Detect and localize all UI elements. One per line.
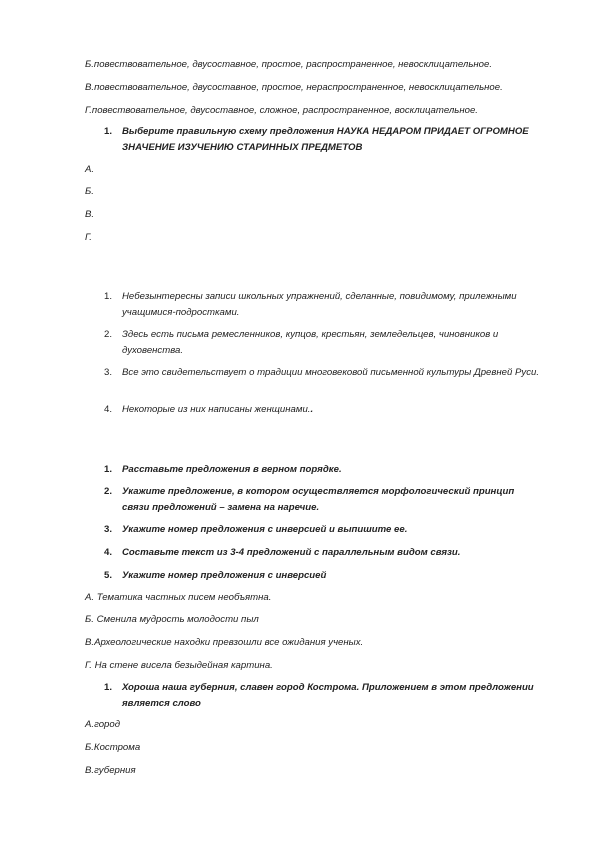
scheme-option-b: Б. xyxy=(85,186,94,197)
sentence-3 xyxy=(104,365,554,399)
answer-option-g: Г.повествовательное, двусоставное, сложное, распространенное, восклицательное. xyxy=(85,105,478,116)
apposition-option-a: А.город xyxy=(85,719,120,730)
apposition-option-v: В.губерния xyxy=(85,765,136,776)
sentence-1 xyxy=(104,289,554,323)
task-apposition xyxy=(104,680,554,714)
sentence-2 xyxy=(104,327,554,361)
task-5 xyxy=(104,568,554,586)
inversion-option-v: В.Археологические находки превзошли все ожидания ученых. xyxy=(85,637,364,648)
task-text: Укажите предложение, в котором осуществляется морфологический принцип связи предложений – замена на наречие. xyxy=(122,486,515,513)
task-text: Укажите номер предложения с инверсией и выпишите ее. xyxy=(122,524,408,535)
task-4 xyxy=(104,545,554,563)
task-number: 4. xyxy=(104,547,113,558)
task-text: Хороша наша губерния, славен город Кострома. Приложением в этом предложении является слово xyxy=(122,682,534,709)
sentence-number: 2. xyxy=(104,329,113,340)
sentence-number: 1. xyxy=(104,291,113,302)
sentence-number: 3. xyxy=(104,367,113,378)
task-text: Укажите номер предложения с инверсией xyxy=(122,570,327,581)
sentence-text: Все это свидетельствует о традиции многовековой письменной культуры Древней Руси. xyxy=(122,367,540,378)
inversion-option-a: А. Тематика частных писем необъятна. xyxy=(85,592,272,603)
task-text: Составьте текст из 3-4 предложений с параллельным видом связи. xyxy=(122,547,461,558)
sentence-number: 4. xyxy=(104,404,113,415)
sentence-4-body: Некоторые из них написаны женщинами. xyxy=(122,404,311,415)
sentence-text: Небезынтересны записи школьных упражнений, сделанные, повидимому, прилежными учащимися-подростками. xyxy=(122,291,517,318)
sentence-4-period: . xyxy=(310,404,314,415)
task-number: 1. xyxy=(104,126,113,137)
sentence-text xyxy=(122,402,542,418)
inversion-option-b: Б. Сменила мудрость молодости пыл xyxy=(85,614,259,625)
task-number: 2. xyxy=(104,486,113,497)
answer-option-v: В.повествовательное, двусоставное, простое, нераспространенное, невосклицательное. xyxy=(85,82,503,93)
answer-option-b: Б.повествовательное, двусоставное, простое, распространенное, невосклицательное. xyxy=(85,59,492,70)
task-2 xyxy=(104,484,554,518)
task-number: 3. xyxy=(104,524,113,535)
sentence-4 xyxy=(104,402,554,420)
task-text: Расставьте предложения в верном порядке. xyxy=(122,464,342,475)
task-3 xyxy=(104,522,554,540)
inversion-option-g: Г. На стене висела безыдейная картина. xyxy=(85,660,273,671)
task-number: 1. xyxy=(104,682,113,693)
task-number: 1. xyxy=(104,464,113,475)
task-choose-scheme xyxy=(104,124,554,158)
sentence-text: Здесь есть письма ремесленников, купцов, крестьян, земледельцев, чиновников и духовенства. xyxy=(122,329,499,356)
apposition-option-b: Б.Кострома xyxy=(85,742,141,753)
scheme-option-g: Г. xyxy=(85,232,92,243)
scheme-option-v: В. xyxy=(85,209,95,220)
task-number: 5. xyxy=(104,570,113,581)
task-1 xyxy=(104,462,554,480)
scheme-option-a: А. xyxy=(85,164,95,175)
task-text: Выберите правильную схему предложения НАУКА НЕДАРОМ ПРИДАЕТ ОГРОМНОЕ ЗНАЧЕНИЕ ИЗУЧЕНИЮ СТАРИННЫХ ПРЕДМЕТОВ xyxy=(122,126,529,153)
